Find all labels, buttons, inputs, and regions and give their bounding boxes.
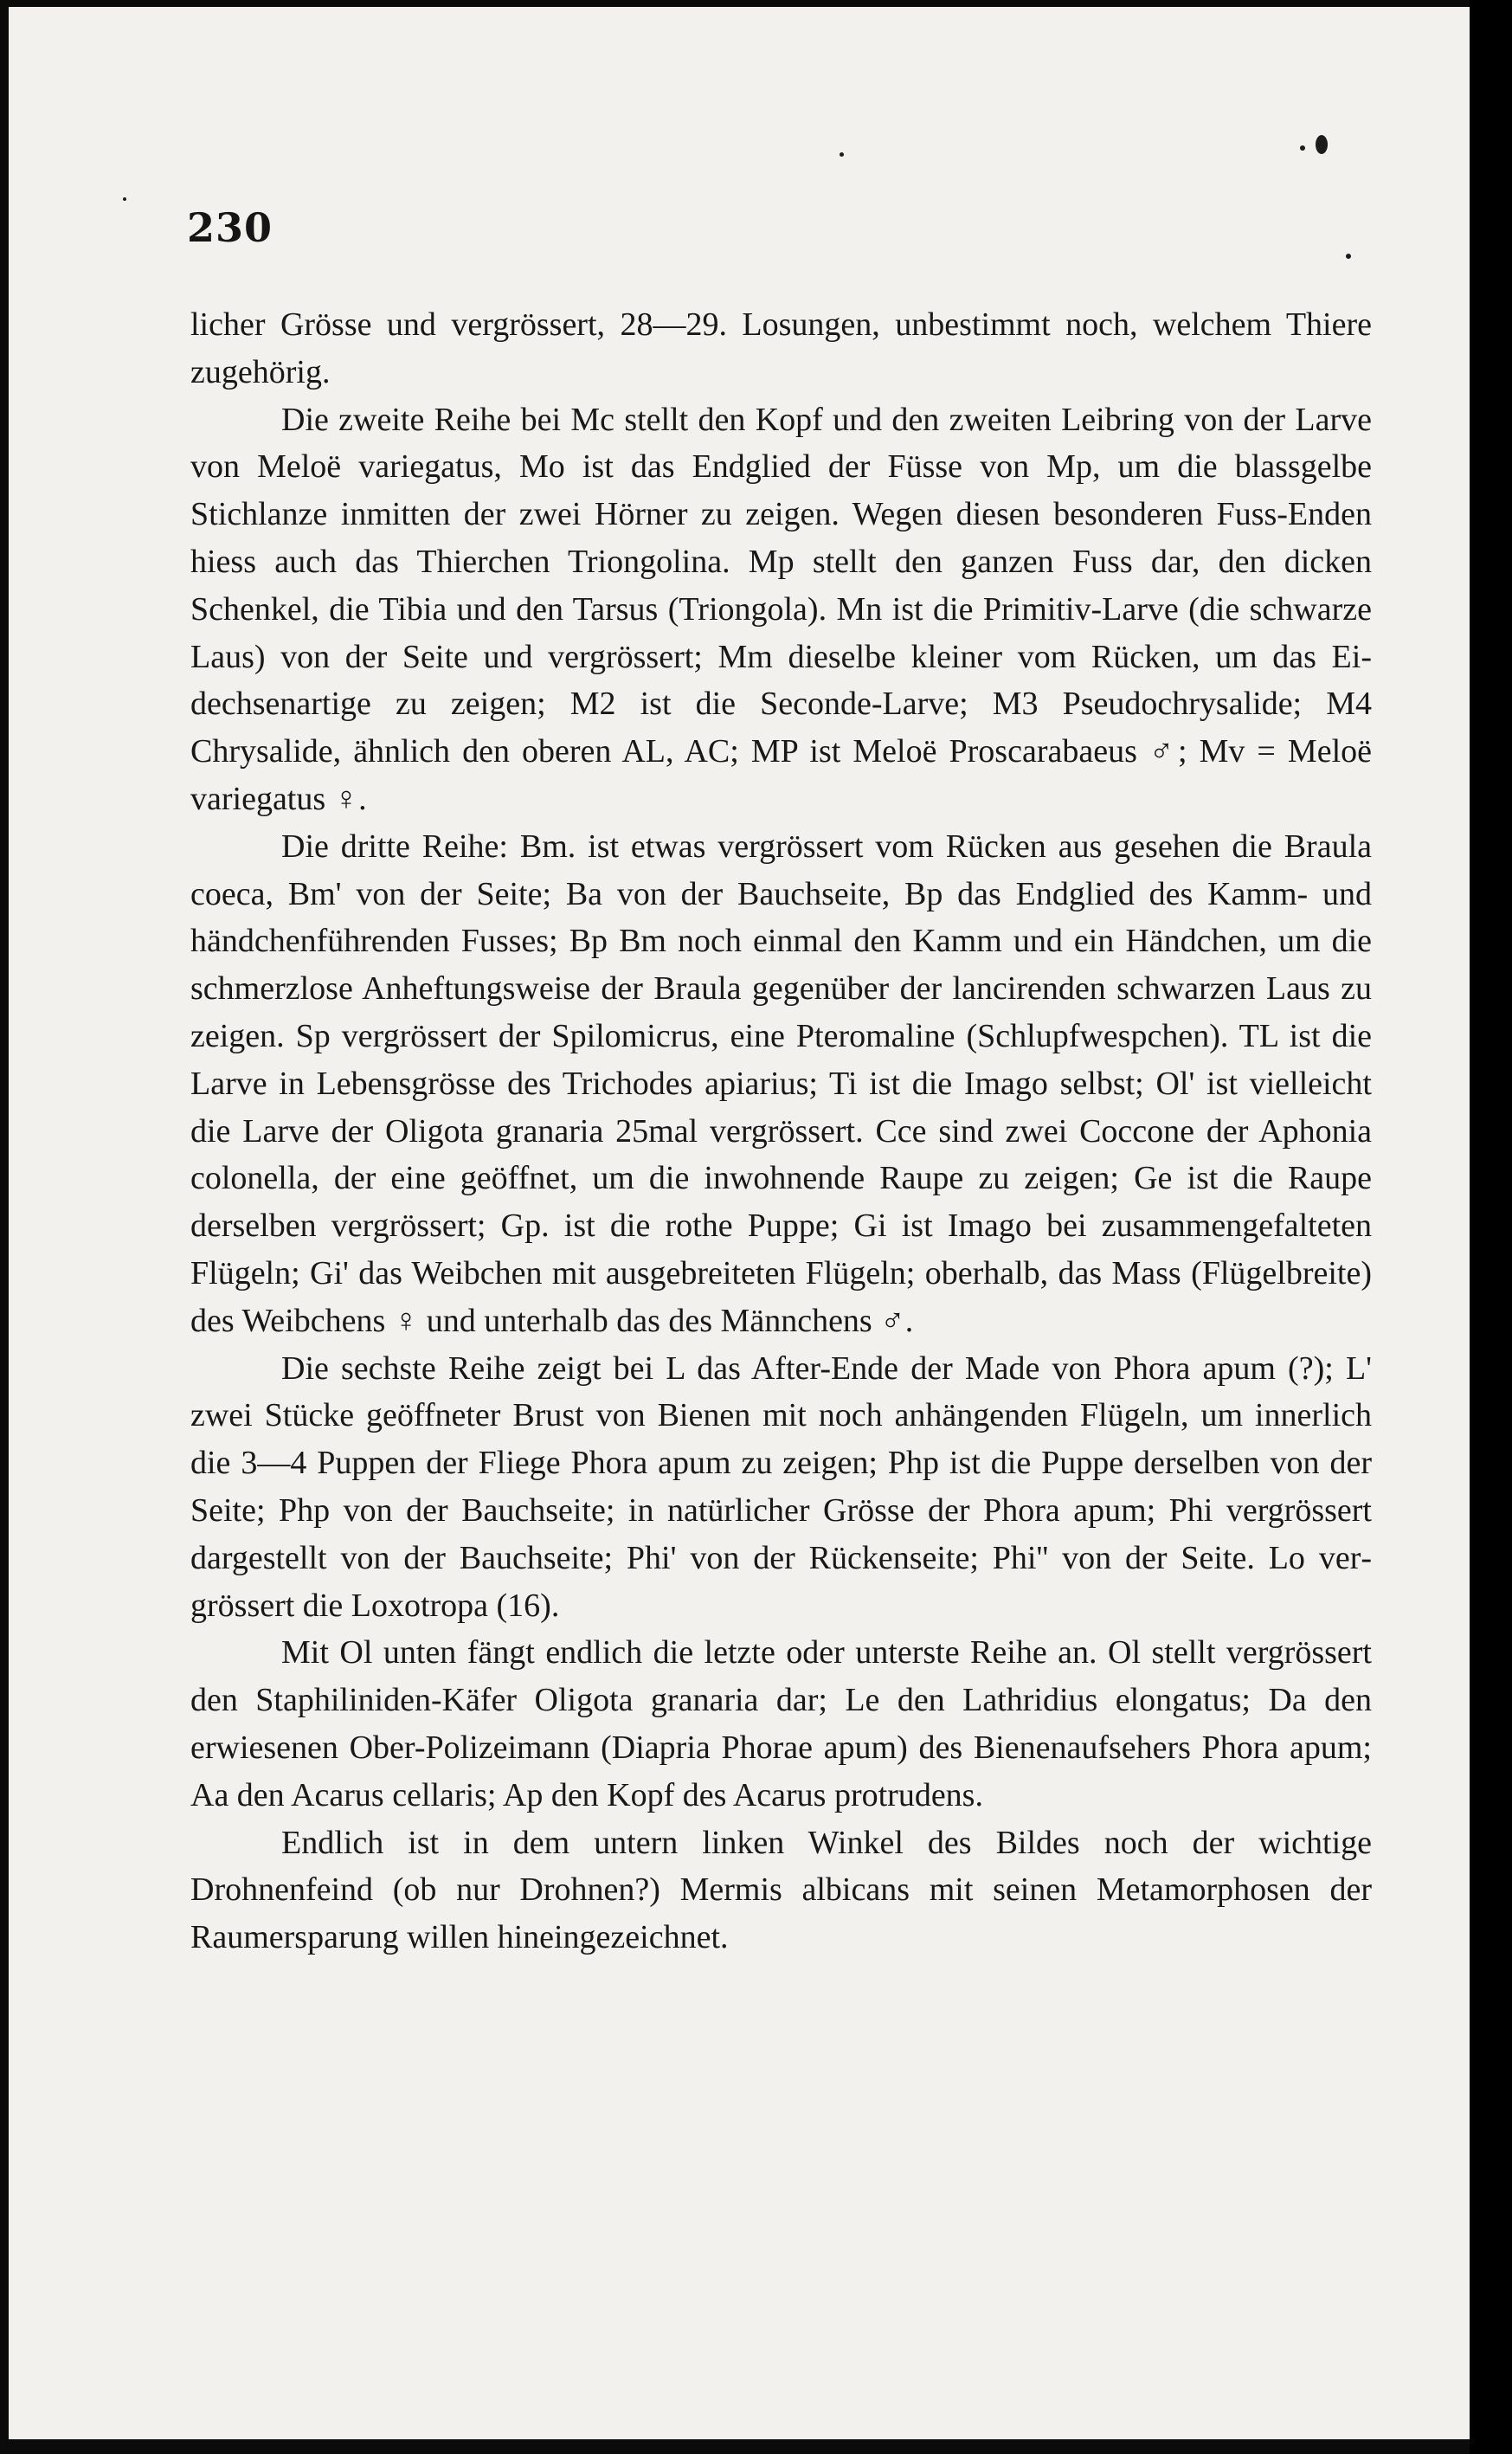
paragraph-dritte-reihe: Die dritte Reihe: Bm. ist etwas vergrössert vom Rücken aus gesehen die Braula coeca, Bm' von der Seite; Ba von der Bauchseite, Bp das Endglied des Kamm- und händchenführenden Fusses; Bp Bm noch einmal den Kamm und ein Händchen, um die schmerzlose Anheftungsweise der Braula gegenüber der lancirenden schwarzen Laus zu zeigen. Sp vergrössert der Spilomicrus, eine Pteromaline (Schlupfwespchen). TL ist die Larve in Lebensgrösse des Trichodes apiarius; Ti ist die Imago selbst; Ol' ist vielleicht die Larve der Oligota granaria 25mal vergrössert. Cce sind zwei Coccone der Aphonia colonella, der eine geöffnet, um die inwohnende Raupe zu zeigen; Ge ist die Raupe derselben vergrössert; Gp. ist die rothe Puppe; Gi ist Imago bei zusammengefalteten Flügeln; Gi' das Weibchen mit ausgebreiteten Flügeln; oberhalb, das Mass (Flügelbreite) des Weibchens ♀ und unterhalb das des Männchens ♂.: [190, 828, 1372, 1339]
ink-speck: [1316, 135, 1328, 154]
paragraph-letzte-reihe: Mit Ol unten fängt endlich die letzte oder unterste Reihe an. Ol stellt vergrössert den Staphiliniden-Käfer Oligota granaria dar; Le den Lathridius elongatus; Da den erwiesenen Ober-Polizeimann (Diapria Phorae apum) des Bienenaufsehers Phora apum; Aa den Acarus cellaris; Ap den Kopf des Acarus protrudens.: [190, 1634, 1372, 1813]
paragraph-endlich: Endlich ist in dem untern linken Winkel des Bildes noch der wichtige Drohnenfeind (ob nur Drohnen?) Mermis albicans mit seinen Metamorphosen der Raumersparung willen hineingezeichnet.: [190, 1824, 1372, 1956]
page-number: 230: [187, 204, 273, 251]
book-page: [9, 7, 1470, 2439]
scan-border: [1470, 0, 1512, 2454]
paragraph-continuation: licher Grösse und vergrössert, 28—29. Losungen, unbestimmt noch, welchem Thiere zugehörig.: [190, 306, 1372, 390]
ink-speck: [1300, 145, 1305, 151]
paragraph-sechste-reihe: Die sechste Reihe zeigt bei L das After-Ende der Made von Phora apum (?); L' zwei Stücke geöffneter Brust von Bienen mit noch anhängenden Flügeln, um innerlich die 3—4 Puppen der Fliege Phora apum zu zeigen; Php ist die Puppe derselben von der Seite; Php von der Bauchseite; in natürlicher Grösse der Phora apum; Phi vergrössert dargestellt von der Bauchseite; Phi' von der Rückenseite; Phi'' von der Seite. Lo vergrössert die Loxotropa (16).: [190, 1349, 1372, 1624]
paragraph-zweite-reihe: Die zweite Reihe bei Mc stellt den Kopf und den zweiten Leibring von der Larve von Meloë variegatus, Mo ist das Endglied der Füsse von Mp, um die blassgelbe Stichlanze inmitten der zwei Hörner zu zeigen. Wegen diesen besonderen Fuss-Enden hiess auch das Thierchen Triongolina. Mp stellt den ganzen Fuss dar, den dicken Schenkel, die Tibia und den Tarsus (Triongola). Mn ist die Primitiv-Larve (die schwarze Laus) von der Seite und vergrössert; Mm dieselbe kleiner vom Rücken, um das Eidechsenartige zu zeigen; M2 ist die Seconde-Larve; M3 Pseudochrysalide; M4 Chrysalide, ähnlich den oberen AL, AC; MP ist Meloë Proscarabaeus ♂; Mv = Meloë variegatus ♀.: [190, 401, 1372, 817]
ink-speck: [1346, 254, 1351, 259]
ink-speck: [123, 197, 126, 201]
ink-speck: [840, 152, 844, 157]
body-text: [190, 301, 1372, 1961]
